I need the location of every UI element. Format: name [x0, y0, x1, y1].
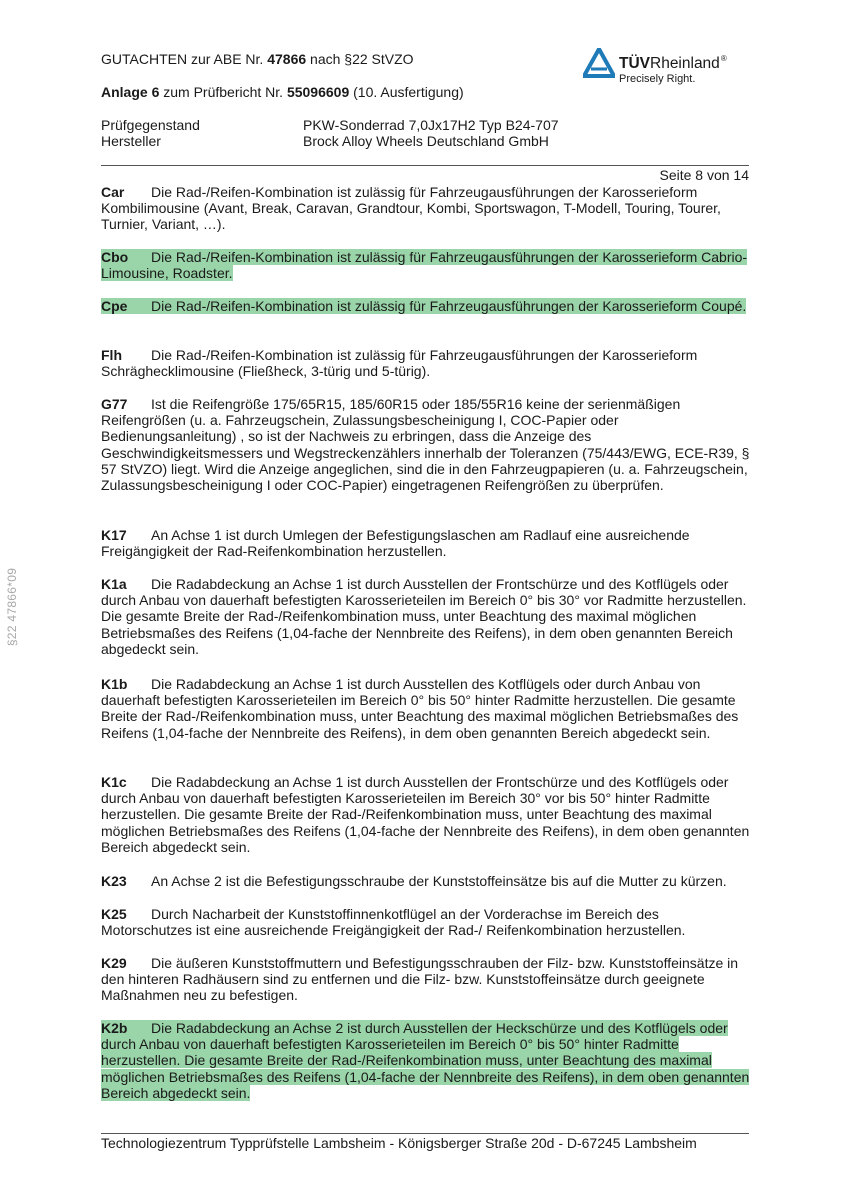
note-item: [101, 249, 751, 281]
subtitle-suffix: (10. Ausfertigung): [349, 84, 464, 100]
page-number: Seite 8 von 14: [659, 167, 749, 183]
field-label-manufacturer: Hersteller: [101, 133, 161, 149]
side-stamp: §22 47866*09: [5, 567, 19, 647]
header-divider: [101, 165, 749, 166]
note-item: [101, 347, 751, 379]
note-item: [101, 774, 751, 855]
note-text: An Achse 2 ist die Befestigungsschraube der Kunststoffeinsätze bis auf die Mutter zu kürzen.: [151, 873, 727, 889]
note-item: [101, 1020, 751, 1101]
appendix-label: Anlage 6: [101, 84, 160, 100]
tuv-rheinland-logo: [583, 47, 753, 92]
field-label-test-object: Prüfgegenstand: [101, 117, 200, 133]
footer-divider: [101, 1133, 749, 1134]
note-text: Ist die Reifengröße 175/65R15, 185/60R15 oder 185/55R16 keine der serienmäßigen Reifengrößen (u. a. Fahrzeugschein, Zulassungsbescheinigung I, COC-Papier oder Bedienungsanleitung) , so ist der Nachweis zu erbringen, dass die Anzeige des Geschwindigkeitsmessers und Wegstreckenzählers innerhalb der Toleranzen (75/443/EWG, ECE-R39, § 57 StVZO) liegt. Wird die Anzeige angeglichen, sind die in den Fahrzeugpapieren (u. a. Fahrzeugschein, Zulassungsbescheinigung I oder COC-Papier) eingetragenen Reifengrößen zu überprüfen.: [101, 396, 750, 494]
note-text: Die Rad-/Reifen-Kombination ist zulässig für Fahrzeugausführungen der Karosserieform Coupé.: [151, 298, 747, 314]
note-code: Cpe: [101, 298, 151, 314]
note-code: K29: [101, 955, 127, 971]
logo-brand-bold: TÜV: [619, 55, 650, 72]
note-code: Cbo: [101, 249, 151, 265]
note-code: K25: [101, 906, 127, 922]
note-text: Die Radabdeckung an Achse 1 ist durch Ausstellen der Frontschürze und des Kotflügels oder durch Anbau von dauerhaft befestigten Karosserieteilen im Bereich 30° vor bis 50° hinter Radmitte herzustellen. Die gesamte Breite der Rad-/Reifenkombination muss, unter Beachtung des maximal möglichen Betriebsmaßes des Reifens (1,04-fache der Nennbreite des Reifens), in dem oben genannten Bereich abgedeckt sein.: [101, 774, 750, 855]
note-item: [101, 396, 751, 493]
note-text: An Achse 1 ist durch Umlegen der Befestigungslaschen am Radlauf eine ausreichende Freigängigkeit der Rad-Reifenkombination herzustellen.: [101, 527, 690, 560]
note-text: Die Rad-/Reifen-Kombination ist zulässig für Fahrzeugausführungen der Karosserieform Kombilimousine (Avant, Break, Caravan, Grandtour, Kombi, Sportswagon, T-Modell, Touring, Tourer, Turnier, Variant, …).: [101, 184, 721, 233]
note-code: G77: [101, 396, 128, 412]
title-prefix: GUTACHTEN zur ABE Nr.: [101, 51, 268, 67]
note-code: K1a: [101, 576, 127, 592]
note-item: [101, 676, 751, 741]
note-text: Die Rad-/Reifen-Kombination ist zulässig für Fahrzeugausführungen der Karosserieform Schräghecklimousine (Fließheck, 3-türig und 5-türig).: [101, 347, 698, 380]
title-suffix: nach §22 StVZO: [306, 51, 414, 67]
registered-mark: ®: [720, 54, 727, 63]
note-code: K2b: [101, 1020, 151, 1036]
note-code: K17: [101, 527, 127, 543]
note-text: Die Rad-/Reifen-Kombination ist zulässig für Fahrzeugausführungen der Karosserieform Cabrio-Limousine, Roadster.: [101, 249, 748, 282]
logo-tagline: Precisely Right.: [619, 73, 696, 85]
report-number: 55096609: [286, 84, 350, 100]
note-item: [101, 184, 751, 233]
note-item: [101, 576, 751, 657]
note-item: [101, 873, 751, 889]
note-text: Durch Nacharbeit der Kunststoffinnenkotflügel an der Vorderachse im Bereich des Motorschutzes ist eine ausreichende Freigängigkeit der Rad-/ Reifenkombination herzustellen.: [101, 906, 686, 939]
note-code: K23: [101, 873, 127, 889]
subtitle-mid: zum Prüfbericht Nr.: [159, 84, 287, 100]
note-code: Car: [101, 184, 125, 200]
field-value-manufacturer: Brock Alloy Wheels Deutschland GmbH: [303, 133, 549, 149]
logo-brand-rest: Rheinland: [650, 55, 720, 72]
report-subtitle: [101, 84, 464, 101]
note-text: Die Radabdeckung an Achse 1 ist durch Ausstellen der Frontschürze und des Kotflügels oder durch Anbau von dauerhaft befestigten Karosserieteilen im Bereich 0° bis 30° vor Radmitte herzustellen. Die gesamte Breite der Rad-/Reifenkombination muss, unter Beachtung des maximal möglichen Betriebsmaßes des Reifens (1,04-fache der Nennbreite des Reifens), in dem oben genannten Bereich abgedeckt sein.: [101, 576, 747, 657]
report-title: [101, 51, 414, 68]
note-code: Flh: [101, 347, 122, 363]
note-item: [101, 955, 751, 1004]
abe-number: 47866: [267, 51, 307, 67]
note-item: [101, 298, 751, 314]
note-text: Die Radabdeckung an Achse 1 ist durch Ausstellen des Kotflügels oder durch Anbau von dauerhaft befestigten Karosserieteilen im Bereich 0° bis 50° hinter Radmitte herzustellen. Die gesamte Breite der Rad-/Reifenkombination muss, unter Beachtung des maximal möglichen Betriebsmaßes des Reifens (1,04-fache der Nennbreite des Reifens), in dem oben genannten Bereich abgedeckt sein.: [101, 676, 739, 741]
note-text: Die äußeren Kunststoffmuttern und Befestigungsschrauben der Filz- bzw. Kunststoffeinsätze in den hinteren Radhäusern sind zu entfernen und die Filz- bzw. Kunststoffeinsätze durch geeignete Maßnahmen neu zu befestigen.: [101, 955, 739, 1004]
logo-brand: [619, 54, 727, 73]
tuv-triangle-icon: [583, 48, 615, 78]
field-value-test-object: PKW-Sonderrad 7,0Jx17H2 Typ B24-707: [303, 117, 559, 133]
note-code: K1b: [101, 676, 128, 692]
footer-address: Technologiezentrum Typprüfstelle Lambsheim - Königsberger Straße 20d - D-67245 Lambsheim: [101, 1135, 697, 1151]
note-item: [101, 906, 751, 938]
note-code: K1c: [101, 774, 127, 790]
note-text: Die Radabdeckung an Achse 2 ist durch Ausstellen der Heckschürze und des Kotflügels oder durch Anbau von dauerhaft befestigten Karosserieteilen im Bereich 0° bis 50° hinter Radmitte herzustellen. Die gesamte Breite der Rad-/Reifenkombination muss, unter Beachtung des maximal möglichen Betriebsmaßes des Reifens (1,04-fache der Nennbreite des Reifens), in dem oben genannten Bereich abgedeckt sein.: [101, 1020, 750, 1101]
note-item: [101, 527, 751, 559]
